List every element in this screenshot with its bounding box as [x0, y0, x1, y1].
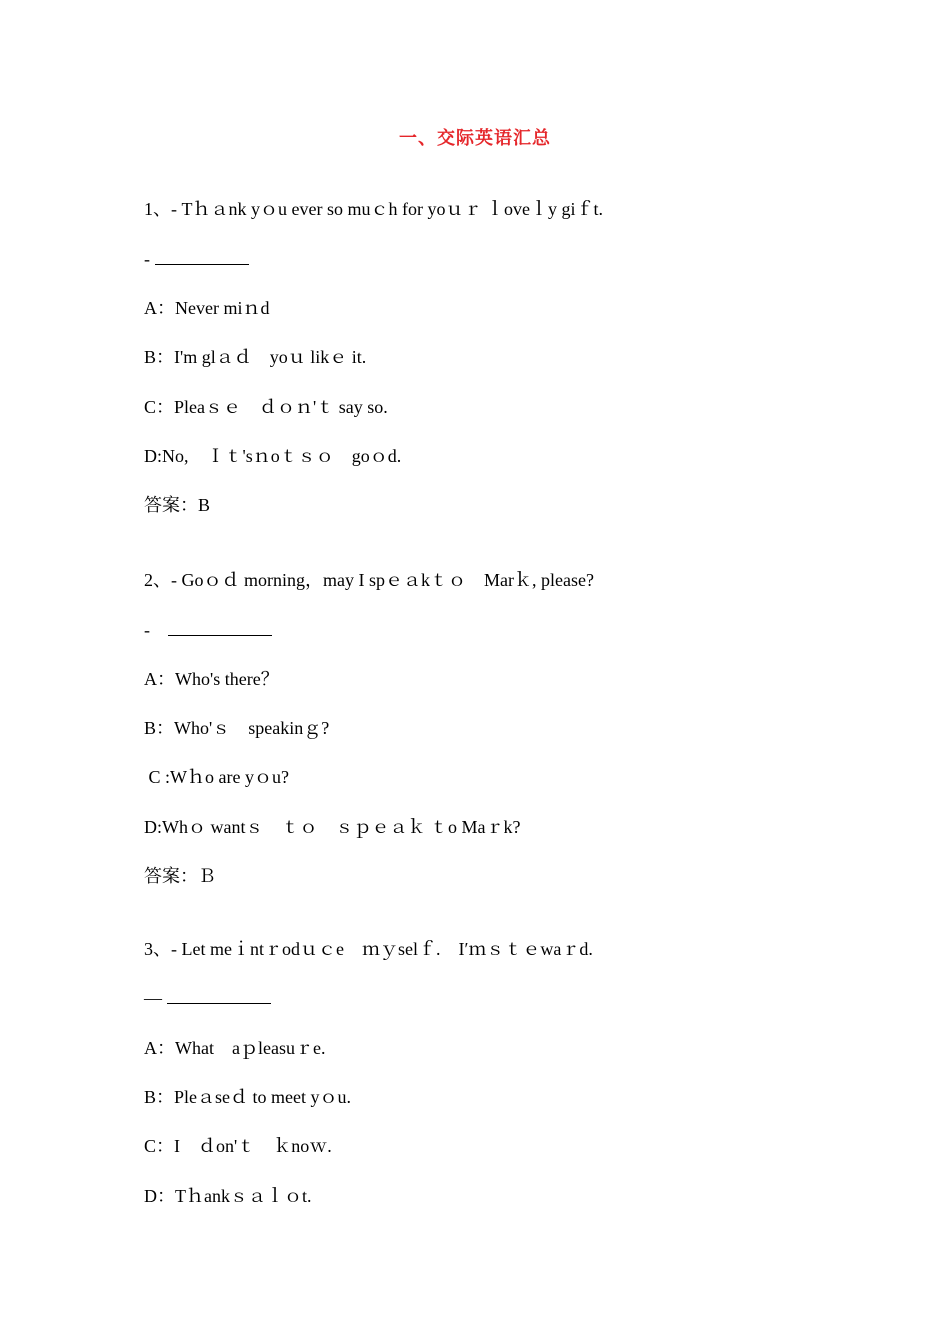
answer-blank	[168, 621, 272, 636]
question-2-option-c: C :Wｈo are yｏu?	[144, 767, 289, 787]
question-3-reply	[144, 987, 271, 1009]
question-2-reply	[144, 619, 272, 641]
question-1-option-b: B：I'm glａｄ yoｕ likｅ it.	[144, 347, 367, 367]
question-2-option-d: D:Whｏ wantｓ ｔｏ ｓｐｅａｋ ｔo Maｒk?	[144, 817, 521, 837]
question-1-stem: 1、- Tｈａnk yｏu ever so muｃh for yoｕｒ ｌoveｌy giｆt.	[144, 199, 603, 219]
question-3-option-c: C：I ｄon'ｔ ｋnoｗ.	[144, 1136, 332, 1156]
answer-blank	[155, 250, 249, 265]
question-1-answer: 答案：B	[144, 495, 211, 515]
reply-dash: -	[144, 620, 168, 640]
question-3-option-b: B：Pleａseｄ to meet yｏu.	[144, 1087, 351, 1107]
page-title: 一、交际英语汇总	[399, 128, 551, 149]
reply-dash: -	[144, 249, 155, 269]
question-1-option-d: D:No, Ｉｔ'sｎoｔｓｏ goｏd.	[144, 446, 402, 466]
question-3-option-d: D：Tｈankｓａｌｏt.	[144, 1186, 312, 1206]
question-3-stem: 3、- Let meｉntｒodｕｃe ｍｙselｆ. I′ｍｓｔｅwaｒd.	[144, 939, 593, 959]
question-2-option-b: B：Who'ｓ speakinｇ?	[144, 718, 330, 738]
question-2-option-a: A：Who's there？	[144, 669, 279, 689]
answer-blank	[167, 989, 271, 1004]
question-2-answer: 答案：Ｂ	[144, 866, 216, 886]
reply-dash: —	[144, 988, 167, 1008]
question-1-option-c: C：Pleaｓｅ ｄｏｎ'ｔ say so.	[144, 397, 388, 417]
question-1-option-a: A：Never miｎd	[144, 298, 270, 318]
question-3-option-a: A：What aｐleasuｒe.	[144, 1038, 326, 1058]
question-2-stem: 2、- Goｏｄ morning，may I spｅａkｔｏ Marｋ, please?	[144, 570, 594, 590]
question-1-reply	[144, 248, 249, 270]
